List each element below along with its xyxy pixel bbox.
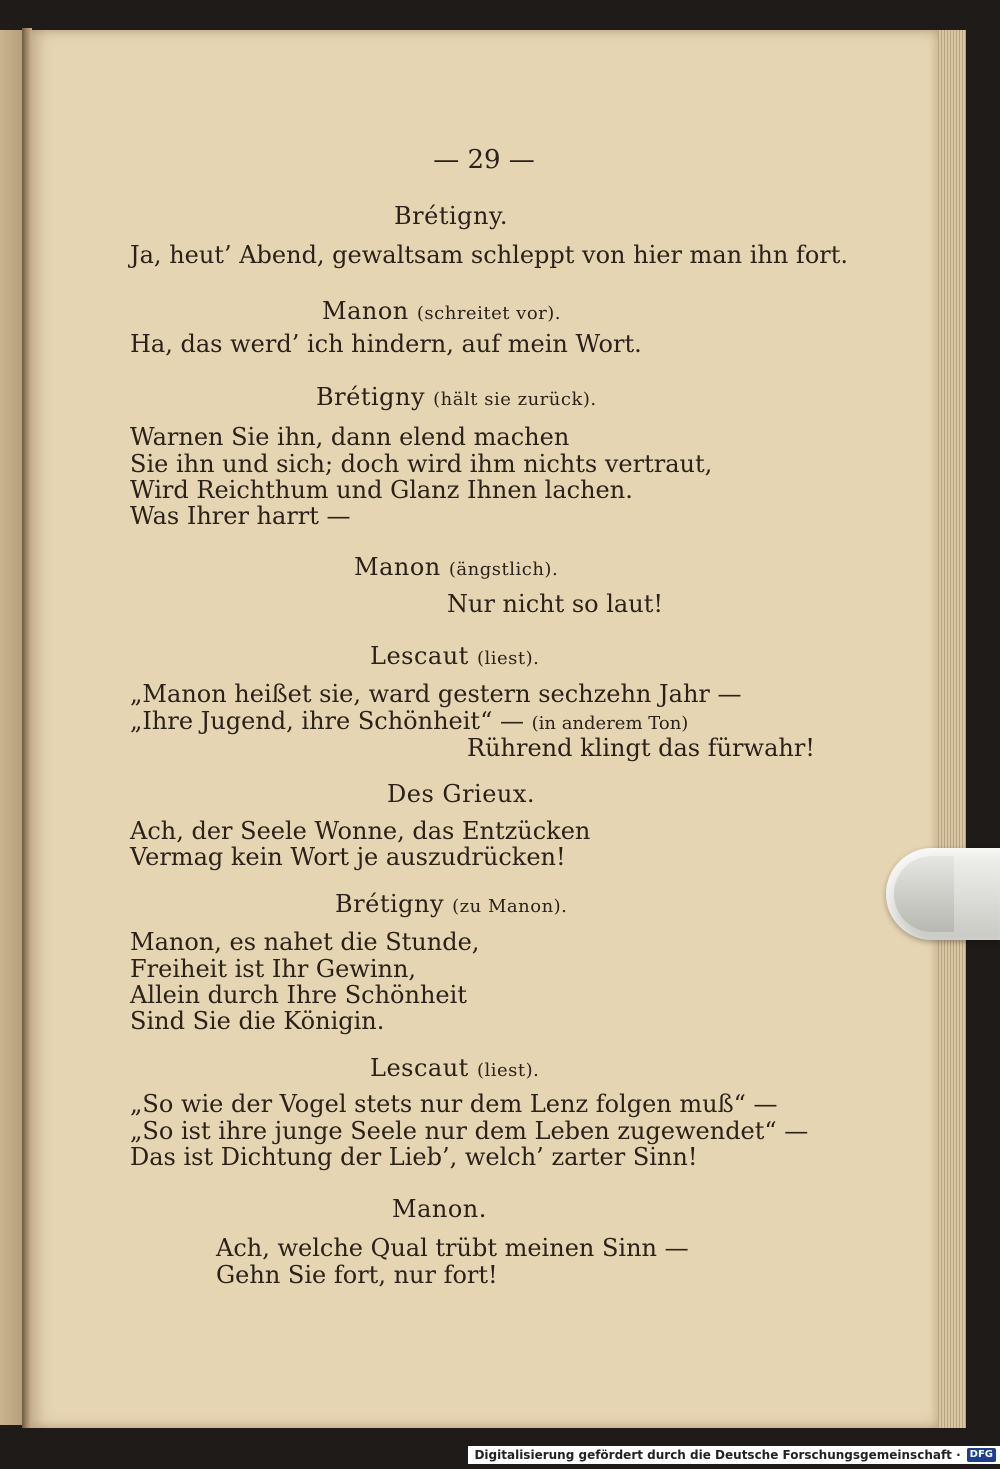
page-clip xyxy=(886,848,1000,940)
verse-line: Freiheit ist Ihr Gewinn, xyxy=(130,955,417,983)
speaker-name: Lescaut xyxy=(370,1054,469,1082)
verse-line: Allein durch Ihre Schönheit xyxy=(130,981,467,1009)
stage-direction: (schreitet vor). xyxy=(416,303,562,324)
page-edges xyxy=(936,30,966,1428)
speaker-name: Brétigny xyxy=(335,890,445,918)
page-clip-inner xyxy=(894,856,954,932)
verse-line: „So wie der Vogel stets nur dem Lenz folgen muß“ — xyxy=(130,1090,778,1118)
speaker-heading xyxy=(322,297,561,325)
verse-line: „Manon heißet sie, ward gestern sechzehn Jahr — xyxy=(130,680,742,708)
stage-direction: (liest). xyxy=(476,648,540,669)
verse-line: Ja, heut’ Abend, gewaltsam schleppt von hier man ihn fort. xyxy=(130,241,849,269)
verse-line: Ha, das werd’ ich hindern, auf mein Wort. xyxy=(130,330,642,358)
speaker-name: Brétigny xyxy=(316,383,426,411)
speaker-name: Manon xyxy=(322,297,409,325)
stage-direction: (hält sie zurück). xyxy=(433,389,597,410)
verse-line: Ach, welche Qual trübt meinen Sinn — xyxy=(216,1234,689,1262)
verse-line: Das ist Dichtung der Lieb’, welch’ zarter Sinn! xyxy=(130,1143,698,1171)
verse-line: Manon, es nahet die Stunde, xyxy=(130,928,480,956)
verse-line: Wird Reichthum und Glanz Ihnen lachen. xyxy=(130,476,633,504)
stage-direction: (in anderem Ton) xyxy=(531,713,689,734)
speaker-heading xyxy=(370,1054,539,1082)
digitization-footer xyxy=(468,1446,1000,1464)
left-page-edge xyxy=(0,30,24,1425)
stage-direction: (ängstlich). xyxy=(448,559,559,580)
verse-line: Was Ihrer harrt — xyxy=(130,502,351,530)
verse-line: Rührend klingt das fürwahr! xyxy=(467,734,815,762)
dfg-logo: DFG xyxy=(967,1448,996,1462)
verse-line: Gehn Sie fort, nur fort! xyxy=(216,1261,498,1289)
book-page xyxy=(30,30,938,1428)
stage-direction: (liest). xyxy=(476,1060,540,1081)
verse-line xyxy=(130,707,688,735)
stage-direction: (zu Manon). xyxy=(452,896,568,917)
verse-line: Sind Sie die Königin. xyxy=(130,1007,385,1035)
speaker-heading xyxy=(335,890,567,918)
footer-text: Digitalisierung gefördert durch die Deutsche Forschungsgemeinschaft · xyxy=(474,1448,961,1462)
speaker-name: Manon. xyxy=(392,1195,487,1223)
page-number: — 29 — xyxy=(433,145,535,175)
speaker-name: Brétigny. xyxy=(394,202,508,230)
speaker-name: Lescaut xyxy=(370,642,469,670)
verse-line: Sie ihn und sich; doch wird ihm nichts vertraut, xyxy=(130,450,713,478)
verse-line: Warnen Sie ihn, dann elend machen xyxy=(130,423,570,451)
speaker-name: Manon xyxy=(354,553,441,581)
speaker-heading xyxy=(370,642,539,670)
verse-line: Vermag kein Wort je auszudrücken! xyxy=(130,843,566,871)
verse-line: Nur nicht so laut! xyxy=(447,590,663,618)
verse-text: „Ihre Jugend, ihre Schönheit“ — xyxy=(130,707,524,735)
verse-line: „So ist ihre junge Seele nur dem Leben zugewendet“ — xyxy=(130,1117,809,1145)
speaker-name: Des Grieux. xyxy=(387,780,536,808)
verse-line: Ach, der Seele Wonne, das Entzücken xyxy=(130,817,591,845)
speaker-heading xyxy=(354,553,558,581)
speaker-heading xyxy=(316,383,597,411)
